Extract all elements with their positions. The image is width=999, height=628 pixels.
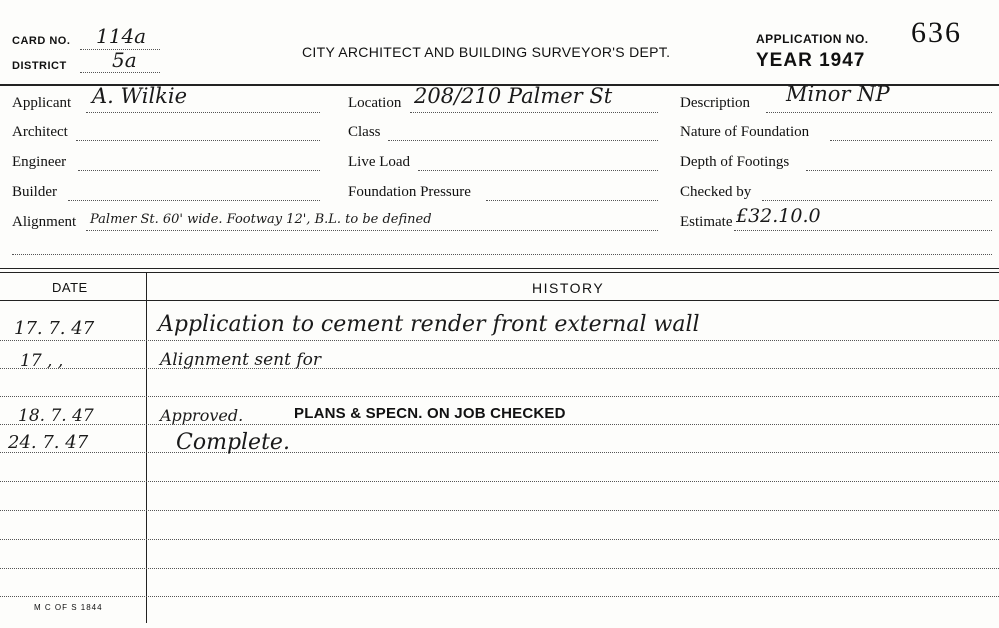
- year-label: YEAR 1947: [756, 50, 866, 71]
- row-line: [0, 481, 999, 482]
- row-line: [0, 340, 999, 341]
- description-label: Description: [680, 95, 750, 111]
- nature-of-foundation-label: Nature of Foundation: [680, 124, 810, 140]
- application-number: 636: [911, 16, 962, 49]
- row-line: [0, 452, 999, 453]
- description-line: [766, 112, 992, 113]
- architect-label: Architect: [12, 124, 68, 140]
- card-no-label: CARD NO.: [12, 35, 71, 47]
- row-line: [0, 568, 999, 569]
- estimate-label: Estimate: [680, 214, 733, 230]
- estimate-value: £32.10.0: [736, 205, 821, 227]
- row-line: [0, 596, 999, 597]
- district-line: [80, 72, 160, 73]
- location-label: Location: [348, 95, 402, 111]
- application-no-label: APPLICATION NO.: [756, 32, 869, 46]
- class-label: Class: [348, 124, 381, 140]
- department-title: CITY ARCHITECT AND BUILDING SURVEYOR'S DEPT.: [302, 44, 671, 60]
- table-top-rule-1: [0, 268, 999, 269]
- row-line: [0, 424, 999, 425]
- table-row-date: 18. 7. 47: [18, 406, 94, 426]
- depth-of-footings-label: Depth of Footings: [680, 154, 790, 170]
- date-column-header: DATE: [52, 280, 88, 295]
- alignment-line: [86, 230, 658, 231]
- column-divider: [146, 273, 147, 623]
- alignment-label: Alignment: [12, 214, 77, 230]
- row-line: [0, 396, 999, 397]
- class-line: [388, 140, 658, 141]
- live-load-line: [418, 170, 658, 171]
- table-row-date: 17 , ,: [20, 351, 64, 371]
- history-column-header: HISTORY: [532, 280, 605, 296]
- row-line: [0, 510, 999, 511]
- builder-label: Builder: [12, 184, 57, 200]
- blank-line: [12, 254, 992, 255]
- engineer-line: [78, 170, 320, 171]
- engineer-label: Engineer: [12, 154, 67, 170]
- checked-by-line: [762, 200, 992, 201]
- table-row-entry: Alignment sent for: [160, 350, 321, 370]
- row-line: [0, 368, 999, 369]
- table-row-date: 24. 7. 47: [8, 432, 89, 453]
- district-value: 5a: [112, 48, 137, 72]
- district-label: DISTRICT: [12, 60, 67, 72]
- alignment-value: Palmer St. 60' wide. Footway 12', B.L. to be defined: [90, 212, 432, 227]
- builder-line: [68, 200, 320, 201]
- architect-line: [76, 140, 320, 141]
- nature-of-foundation-line: [830, 140, 992, 141]
- depth-of-footings-line: [806, 170, 992, 171]
- table-row-entry: Application to cement render front external wall: [158, 312, 700, 337]
- foundation-pressure-label: Foundation Pressure: [348, 184, 471, 200]
- applicant-line: [86, 112, 320, 113]
- table-row-stamp: PLANS & SPECN. ON JOB CHECKED: [294, 405, 566, 422]
- table-row-entry: Approved.: [160, 406, 244, 425]
- estimate-line: [734, 230, 992, 231]
- row-line: [0, 539, 999, 540]
- form-code: M C OF S 1844: [34, 603, 103, 612]
- location-line: [410, 112, 658, 113]
- location-value: 208/210 Palmer St: [414, 84, 613, 108]
- table-row-entry: Complete.: [176, 430, 290, 455]
- table-top-rule-2: [0, 272, 999, 273]
- checked-by-label: Checked by: [680, 184, 752, 200]
- header-bottom-rule: [0, 300, 999, 301]
- applicant-value: A. Wilkie: [92, 84, 188, 108]
- card-no-value: 114a: [96, 24, 147, 48]
- live-load-label: Live Load: [348, 154, 411, 170]
- applicant-label: Applicant: [12, 95, 72, 111]
- table-row-date: 17. 7. 47: [14, 318, 95, 339]
- description-value: Minor NP: [786, 82, 890, 106]
- foundation-pressure-line: [486, 200, 658, 201]
